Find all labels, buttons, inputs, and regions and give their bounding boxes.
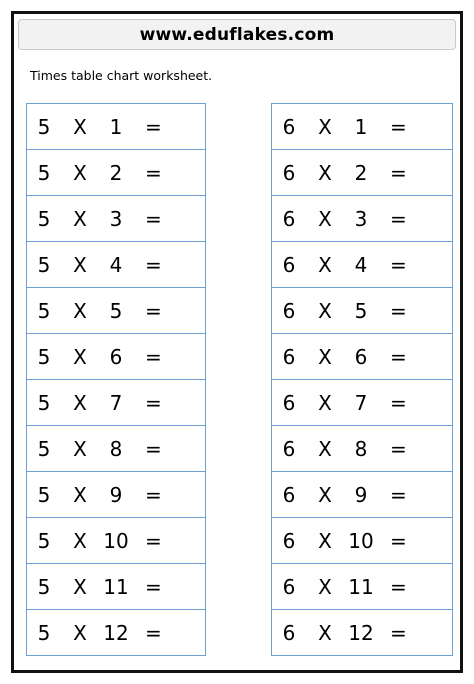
multiplier: 11 [348,575,374,599]
table-row [26,288,206,334]
operator-symbol: X [318,253,332,277]
multiplicand: 5 [37,437,51,461]
multiplier: 12 [103,621,129,645]
equals-symbol: = [145,345,162,369]
multiplier: 5 [354,299,368,323]
multiplicand: 5 [37,575,51,599]
multiplicand: 6 [282,207,296,231]
multiplier: 8 [354,437,368,461]
table-row [26,334,206,380]
table-row [26,564,206,610]
multiplicand: 5 [37,391,51,415]
table-row [26,380,206,426]
multiplier: 1 [109,115,123,139]
equals-symbol: = [390,529,407,553]
operator-symbol: X [318,115,332,139]
operator-symbol: X [73,207,87,231]
worksheet-page [11,11,463,673]
operator-symbol: X [73,575,87,599]
times-table-right [271,103,453,656]
equals-symbol: = [145,529,162,553]
multiplicand: 5 [37,253,51,277]
operator-symbol: X [73,161,87,185]
table-row [271,150,453,196]
equals-symbol: = [390,621,407,645]
multiplier: 7 [354,391,368,415]
multiplicand: 6 [282,391,296,415]
equals-symbol: = [145,575,162,599]
multiplicand: 5 [37,483,51,507]
multiplier: 4 [109,253,123,277]
multiplicand: 6 [282,437,296,461]
operator-symbol: X [318,207,332,231]
equals-symbol: = [145,115,162,139]
table-row [271,196,453,242]
equals-symbol: = [145,161,162,185]
table-row [26,518,206,564]
table-row [271,564,453,610]
multiplicand: 6 [282,161,296,185]
table-row [271,472,453,518]
table-row [26,242,206,288]
multiplier: 12 [348,621,374,645]
table-row [271,334,453,380]
equals-symbol: = [390,207,407,231]
table-row [271,288,453,334]
equals-symbol: = [390,437,407,461]
operator-symbol: X [318,575,332,599]
equals-symbol: = [390,115,407,139]
worksheet-subtitle: Times table chart worksheet. [30,68,213,83]
equals-symbol: = [390,299,407,323]
multiplicand: 6 [282,483,296,507]
multiplier: 6 [354,345,368,369]
multiplier: 3 [354,207,368,231]
multiplier: 7 [109,391,123,415]
multiplier: 5 [109,299,123,323]
table-row [26,104,206,150]
multiplicand: 6 [282,575,296,599]
operator-symbol: X [318,529,332,553]
operator-symbol: X [318,391,332,415]
multiplier: 1 [354,115,368,139]
table-row [26,610,206,656]
multiplicand: 6 [282,529,296,553]
equals-symbol: = [145,391,162,415]
multiplier: 6 [109,345,123,369]
equals-symbol: = [145,483,162,507]
multiplier: 8 [109,437,123,461]
table-row [26,196,206,242]
equals-symbol: = [145,437,162,461]
equals-symbol: = [390,391,407,415]
table-row [26,472,206,518]
operator-symbol: X [73,391,87,415]
table-row [26,426,206,472]
operator-symbol: X [73,253,87,277]
operator-symbol: X [73,529,87,553]
multiplicand: 6 [282,345,296,369]
operator-symbol: X [318,437,332,461]
table-row [271,518,453,564]
operator-symbol: X [73,299,87,323]
multiplier: 10 [348,529,374,553]
operator-symbol: X [73,345,87,369]
equals-symbol: = [145,207,162,231]
multiplier: 10 [103,529,129,553]
table-row [271,242,453,288]
table-row [271,426,453,472]
operator-symbol: X [318,161,332,185]
multiplicand: 5 [37,161,51,185]
operator-symbol: X [73,115,87,139]
multiplicand: 5 [37,115,51,139]
equals-symbol: = [145,621,162,645]
equals-symbol: = [390,575,407,599]
multiplier: 2 [109,161,123,185]
equals-symbol: = [390,161,407,185]
multiplicand: 6 [282,115,296,139]
multiplier: 9 [354,483,368,507]
multiplicand: 5 [37,207,51,231]
table-row [26,150,206,196]
multiplier: 4 [354,253,368,277]
multiplicand: 5 [37,345,51,369]
operator-symbol: X [318,299,332,323]
equals-symbol: = [145,253,162,277]
multiplicand: 6 [282,621,296,645]
multiplicand: 5 [37,621,51,645]
multiplier: 11 [103,575,129,599]
table-row [271,380,453,426]
table-row [271,610,453,656]
site-header: www.eduflakes.com [18,19,456,50]
table-row [271,104,453,150]
operator-symbol: X [73,483,87,507]
operator-symbol: X [318,621,332,645]
multiplicand: 6 [282,253,296,277]
equals-symbol: = [390,345,407,369]
operator-symbol: X [318,483,332,507]
multiplicand: 5 [37,529,51,553]
operator-symbol: X [73,621,87,645]
operator-symbol: X [318,345,332,369]
operator-symbol: X [73,437,87,461]
multiplicand: 5 [37,299,51,323]
multiplicand: 6 [282,299,296,323]
multiplier: 9 [109,483,123,507]
multiplier: 2 [354,161,368,185]
times-table-left [26,103,206,656]
equals-symbol: = [390,483,407,507]
equals-symbol: = [145,299,162,323]
multiplier: 3 [109,207,123,231]
equals-symbol: = [390,253,407,277]
